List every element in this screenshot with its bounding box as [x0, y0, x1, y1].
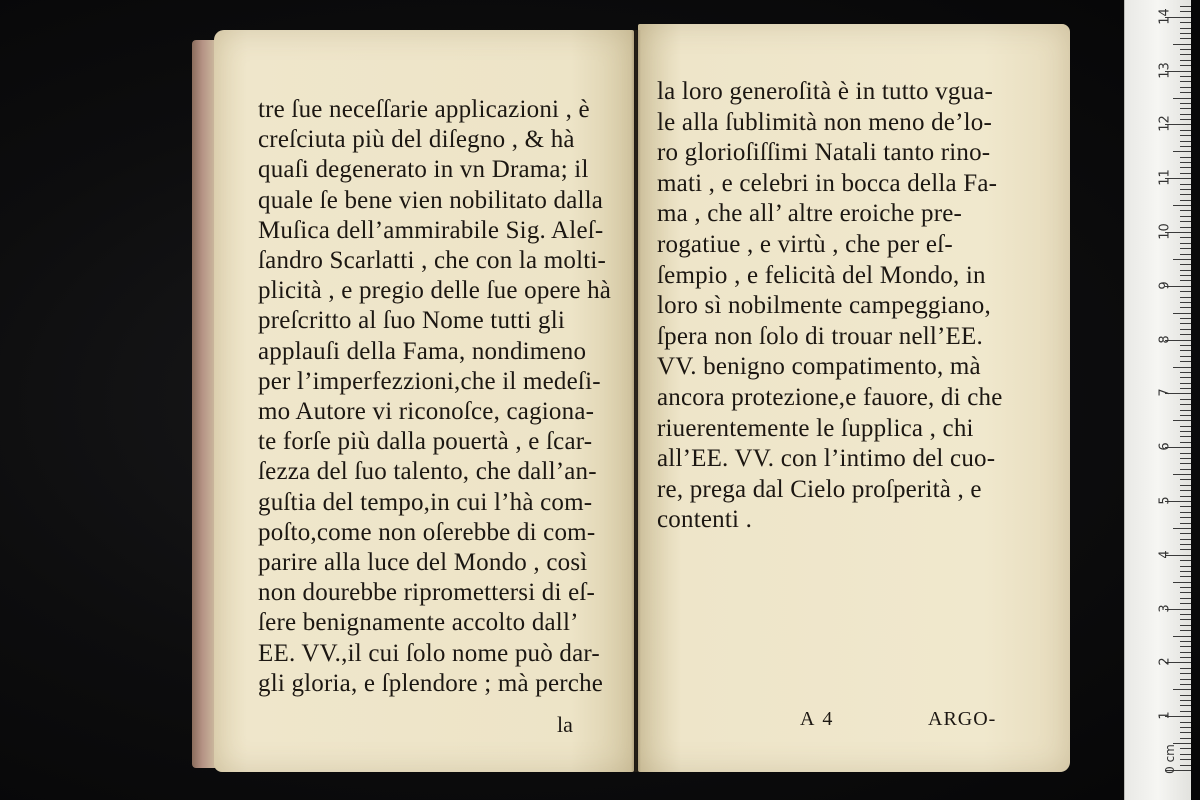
ruler-tick [1180, 539, 1191, 540]
ruler-number: 2 [1157, 657, 1173, 667]
left-text-line: tre ſue neceſſarie applicazioni , è [258, 96, 590, 123]
ruler-tick [1180, 33, 1191, 34]
ruler-tick [1180, 65, 1191, 66]
ruler-tick [1180, 695, 1191, 696]
ruler-tick [1180, 657, 1191, 658]
ruler-tick [1180, 146, 1191, 147]
measurement-ruler [1124, 0, 1191, 800]
ruler-tick [1180, 754, 1191, 755]
ruler-tick [1180, 350, 1191, 351]
right-text-line: la loro generoſità è in tutto vgua- [657, 78, 994, 105]
ruler-tick [1180, 275, 1191, 276]
ruler-tick [1180, 189, 1191, 190]
ruler-tick [1180, 469, 1191, 470]
ruler-tick [1180, 410, 1191, 411]
ruler-tick [1180, 11, 1191, 12]
right-text-line: ma , che all’ altre eroiche pre- [657, 200, 963, 228]
left-text-line: non dourebbe ripromettersi di eſ- [258, 579, 596, 607]
ruler-tick [1173, 367, 1191, 368]
ruler-tick [1173, 98, 1191, 99]
ruler-tick [1180, 684, 1191, 685]
right-text-line: all’EE. VV. con l’intimo del cuo- [657, 445, 996, 473]
ruler-tick [1180, 587, 1191, 588]
left-text-line: quale ſe bene vien nobilitato dalla [258, 186, 604, 214]
ruler-number: 13 [1157, 61, 1173, 79]
right-text-line: le alla ſublimità non meno de’lo- [657, 108, 992, 136]
left-text-line: Muſica dell’ammirabile Sig. Aleſ- [258, 216, 604, 244]
ruler-tick [1180, 404, 1191, 405]
ruler-tick [1180, 463, 1191, 464]
ruler-tick [1180, 345, 1191, 346]
ruler-tick [1180, 264, 1191, 265]
ruler-tick [1180, 485, 1191, 486]
ruler-tick [1180, 173, 1191, 174]
ruler-tick [1180, 426, 1191, 427]
ruler-tick [1180, 592, 1191, 593]
left-text-line: ſezza del ſuo talento, che dall’an- [258, 458, 597, 486]
ruler-number: 5 [1157, 496, 1173, 505]
ruler-tick [1180, 141, 1191, 142]
ruler-tick [1180, 630, 1191, 631]
ruler-tick [1180, 297, 1191, 298]
ruler-tick [1173, 582, 1191, 583]
left-text-line: ſandro Scarlatti , che con la molti- [258, 247, 607, 274]
ruler-number: 10 [1157, 223, 1173, 240]
left-text-line: parire alla luce del Mondo , così [258, 549, 588, 576]
ruler-unit-label: 0 cm [1163, 744, 1177, 774]
ruler-number: 1 [1157, 711, 1173, 720]
ruler-tick [1180, 625, 1191, 626]
ruler-tick [1180, 517, 1191, 518]
ruler-tick [1180, 200, 1191, 201]
ruler-tick [1180, 54, 1191, 55]
ruler-tick [1180, 496, 1191, 497]
ruler-tick [1180, 291, 1191, 292]
ruler-tick [1180, 748, 1191, 749]
ruler-tick [1180, 280, 1191, 281]
ruler-tick [1180, 329, 1191, 330]
ruler-tick [1180, 566, 1191, 567]
ruler-tick [1180, 479, 1191, 480]
right-text-line: rogatiue , e virtù , che per eſ- [657, 231, 953, 258]
ruler-tick [1180, 130, 1191, 131]
ruler-tick [1180, 759, 1191, 760]
right-text-line: ancora protezione,e fauore, di che [657, 384, 1003, 411]
ruler-tick [1180, 641, 1191, 642]
ruler-tick [1180, 431, 1191, 432]
ruler-tick [1180, 560, 1191, 561]
right-text-line: VV. benigno compatimento, mà [657, 353, 981, 381]
ruler-tick [1180, 356, 1191, 357]
ruler-tick [1180, 108, 1191, 109]
ruler-tick [1180, 679, 1191, 680]
ruler-tick [1173, 313, 1191, 314]
ruler-tick [1180, 619, 1191, 620]
ruler-tick [1180, 184, 1191, 185]
ruler-tick [1180, 490, 1191, 491]
ruler-tick [1180, 38, 1191, 39]
right-text-line: mati , e celebri in bocca della Fa- [657, 169, 998, 197]
book-gutter [631, 30, 641, 772]
ruler-tick [1180, 221, 1191, 222]
right-text-line: re, prega dal Cielo proſperità , e [657, 475, 982, 503]
left-text-line: te forſe più dalla pouertà , e ſcar- [258, 428, 593, 456]
left-text-line: ſere benignamente accolto dall’ [258, 609, 579, 637]
ruler-tick [1180, 711, 1191, 712]
ruler-tick [1173, 689, 1191, 690]
ruler-tick [1180, 87, 1191, 88]
ruler-tick [1180, 318, 1191, 319]
ruler-tick [1173, 420, 1191, 421]
left-text-line: applauſi della Fama, nondimeno [258, 337, 587, 365]
ruler-tick [1180, 162, 1191, 163]
ruler-tick [1180, 705, 1191, 706]
ruler-tick [1180, 506, 1191, 507]
right-text-line: ro glorioſiſſimi Natali tanto rino- [657, 139, 991, 167]
left-text-line: preſcritto al ſuo Nome tutti gli [258, 307, 566, 335]
left-text-line: per l’imperfezzioni,che il medeſi- [258, 367, 601, 395]
ruler-tick [1180, 60, 1191, 61]
ruler-tick [1180, 415, 1191, 416]
ruler-tick [1180, 22, 1191, 23]
ruler-tick [1180, 603, 1191, 604]
ruler-tick [1180, 157, 1191, 158]
ruler-tick [1180, 81, 1191, 82]
ruler-tick [1180, 436, 1191, 437]
ruler-tick [1180, 92, 1191, 93]
ruler-number: 12 [1157, 115, 1173, 133]
ruler-tick [1180, 210, 1191, 211]
ruler-tick [1180, 673, 1191, 674]
ruler-tick [1180, 598, 1191, 599]
ruler-number: 11 [1157, 169, 1173, 186]
ruler-number: 7 [1157, 388, 1173, 398]
right-text-line: contenti . [657, 506, 753, 534]
ruler-tick [1180, 302, 1191, 303]
ruler-tick [1180, 334, 1191, 335]
ruler-tick [1180, 700, 1191, 701]
ruler-tick [1180, 361, 1191, 362]
ruler-tick [1180, 523, 1191, 524]
left-text-line: EE. VV.,il cui ſolo nome può dar- [258, 639, 600, 667]
ruler-tick [1180, 28, 1191, 29]
ruler-tick [1180, 652, 1191, 653]
ruler-tick [1173, 44, 1191, 45]
ruler-number: 3 [1157, 603, 1173, 613]
ruler-tick [1180, 270, 1191, 271]
ruler-tick [1180, 383, 1191, 384]
left-text-line: gli gloria, e ſplendore ; mà perche [258, 669, 604, 697]
ruler-tick [1180, 646, 1191, 647]
ruler-tick [1180, 49, 1191, 50]
ruler-tick [1180, 512, 1191, 513]
ruler-tick [1180, 103, 1191, 104]
left-text-line: poſto,come non oſerebbe di com- [258, 518, 596, 546]
ruler-tick [1180, 135, 1191, 136]
ruler-tick [1180, 765, 1191, 766]
ruler-tick [1180, 377, 1191, 378]
right-text-line: riuerentemente le ſupplica , chi [657, 414, 974, 442]
ruler-tick [1173, 259, 1191, 260]
ruler-tick [1180, 668, 1191, 669]
ruler-tick [1180, 114, 1191, 115]
ruler-tick [1180, 254, 1191, 255]
ruler-tick [1180, 216, 1191, 217]
ruler-tick [1173, 474, 1191, 475]
ruler-tick [1180, 243, 1191, 244]
ruler-number: 4 [1157, 550, 1173, 559]
ruler-tick [1180, 533, 1191, 534]
ruler-tick [1173, 205, 1191, 206]
ruler-number: 6 [1157, 442, 1173, 451]
ruler-tick [1180, 227, 1191, 228]
ruler-tick [1180, 722, 1191, 723]
ruler-tick [1180, 442, 1191, 443]
ruler-tick [1180, 544, 1191, 545]
right-catchword: ARGO- [928, 708, 997, 730]
ruler-tick [1173, 528, 1191, 529]
ruler-tick [1180, 248, 1191, 249]
ruler-number: 8 [1157, 334, 1173, 344]
ruler-tick [1180, 576, 1191, 577]
ruler-tick [1173, 636, 1191, 637]
ruler-tick [1180, 167, 1191, 168]
right-text-line: ſempio , e felicità del Mondo, in [657, 261, 986, 289]
left-text-line: quaſi degenerato in vn Drama; il [258, 156, 589, 184]
ruler-tick [1180, 453, 1191, 454]
ruler-tick [1180, 458, 1191, 459]
ruler-tick [1180, 194, 1191, 195]
left-text-line: plicità , e pregio delle ſue opere hà [258, 277, 612, 305]
ruler-number: 9 [1157, 281, 1173, 290]
left-text-line: mo Autore vi riconoſce, cagiona- [258, 398, 595, 425]
ruler-tick [1180, 614, 1191, 615]
ruler-number: 14 [1157, 8, 1173, 25]
page-signature: A 4 [800, 708, 835, 730]
ruler-tick [1180, 388, 1191, 389]
ruler-tick [1180, 76, 1191, 77]
ruler-tick [1180, 323, 1191, 324]
ruler-tick [1180, 727, 1191, 728]
ruler-tick [1180, 372, 1191, 373]
ruler-tick [1180, 738, 1191, 739]
left-text-line: creſciuta più del diſegno , & hà [258, 126, 575, 154]
ruler-tick [1180, 237, 1191, 238]
ruler-tick [1180, 399, 1191, 400]
ruler-tick [1180, 119, 1191, 120]
left-catchword: la [557, 712, 573, 737]
ruler-tick [1180, 732, 1191, 733]
left-text-line: guſtia del tempo,in cui l’hà com- [258, 488, 593, 516]
ruler-tick [1180, 549, 1191, 550]
right-text-line: ſpera non ſolo di trouar nell’EE. [657, 322, 983, 350]
ruler-tick [1180, 307, 1191, 308]
ruler-tick [1173, 151, 1191, 152]
ruler-tick [1180, 6, 1191, 7]
right-text-line: loro sì nobilmente campeggiano, [657, 292, 991, 320]
ruler-tick [1180, 571, 1191, 572]
